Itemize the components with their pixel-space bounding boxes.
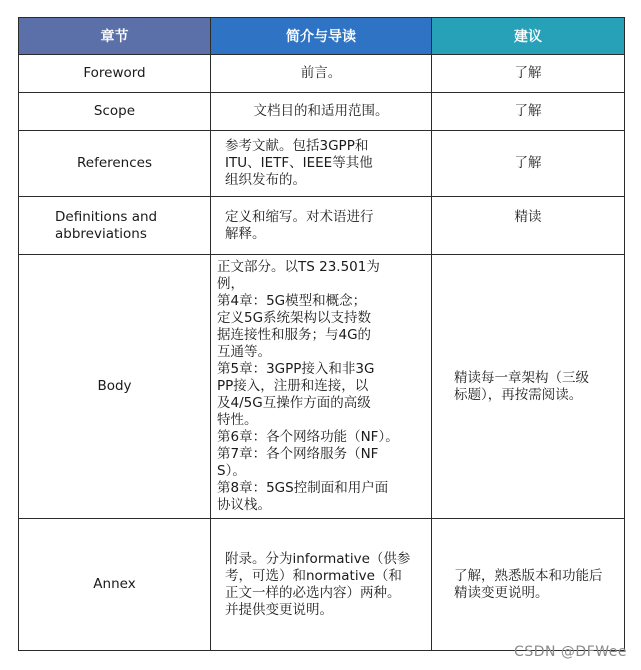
intro-text: 附录。分为informative（供参 (225, 550, 411, 567)
intro-text: 据连接性和服务；与4G的 (217, 327, 372, 343)
advice-text: 精读每一章架构（三级 (454, 369, 589, 386)
intro-text: PP接入，注册和连接，以 (217, 378, 369, 394)
header-row (19, 18, 625, 55)
intro-text: 参考文献。包括3GPP和 (225, 138, 369, 154)
header-intro: 简介与导读 (211, 18, 432, 55)
chapter-text: Annex (93, 576, 136, 592)
advice-text: 精读 (514, 209, 542, 225)
intro-text: ITU、IETF、IEEE等其他 (225, 155, 373, 171)
intro-text: 前言。 (300, 65, 342, 81)
intro-text: 第5章：3GPP接入和非3G (217, 361, 375, 377)
intro-cell (211, 519, 432, 651)
advice-cell (432, 519, 625, 651)
advice-text: 标题），再按需阅读。 (454, 386, 583, 403)
chapter-text: Scope (93, 103, 136, 119)
table-row (19, 197, 625, 255)
intro-text: 第6章：各个网络功能（NF）。 (217, 429, 399, 445)
intro-text: 考，可选）和normative（和 (225, 567, 402, 584)
intro-text: S）。 (217, 463, 246, 479)
intro-cell (211, 197, 432, 255)
intro-cell (211, 131, 432, 197)
header-chapter: 章节 (19, 18, 211, 55)
intro-cell (211, 55, 432, 93)
advice-cell (432, 131, 625, 197)
intro-text: 解释。 (225, 225, 266, 242)
watermark: CSDN @DFWee (514, 644, 627, 660)
intro-text: 文档目的和适用范围。 (253, 103, 389, 119)
intro-text: 正文部分。以TS 23.501为 (217, 259, 380, 275)
chapter-guide-table (18, 17, 625, 651)
intro-text: 互通等。 (217, 344, 271, 360)
header-advice: 建议 (432, 18, 625, 55)
intro-text: 定义5G系统架构以支持数 (217, 310, 372, 326)
chapter-cell (19, 55, 211, 93)
chapter-text: Foreword (83, 65, 146, 81)
intro-text: 定义和缩写。对术语进行 (225, 208, 374, 225)
chapter-cell (19, 197, 211, 255)
advice-cell (432, 197, 625, 255)
advice-cell (432, 93, 625, 131)
table-row (19, 519, 625, 651)
chapter-cell (19, 131, 211, 197)
advice-text: 了解 (514, 155, 542, 171)
intro-text: 特性。 (217, 412, 258, 428)
chapter-cell (19, 93, 211, 131)
advice-text: 了解 (514, 103, 542, 119)
intro-text: 协议栈。 (217, 497, 271, 513)
intro-text: 并提供变更说明。 (225, 601, 333, 618)
intro-text: 第8章：5GS控制面和用户面 (217, 480, 389, 496)
intro-cell (211, 93, 432, 131)
table-row (19, 255, 625, 519)
intro-cell (211, 255, 432, 519)
intro-text: 第7章：各个网络服务（NF (217, 446, 379, 462)
chapter-cell (19, 255, 211, 519)
chapter-cell (19, 519, 211, 651)
intro-text: 例， (217, 276, 244, 292)
chapter-text: References (76, 155, 152, 171)
intro-text: 第4章：5G模型和概念； (217, 293, 367, 309)
advice-text: 精读变更说明。 (454, 584, 549, 601)
table-row (19, 131, 625, 197)
advice-text: 了解 (514, 65, 542, 81)
chapter-text: Body (97, 378, 132, 394)
intro-text: 及4/5G互操作方面的高级 (217, 395, 371, 411)
chapter-text: Definitions and (55, 208, 158, 225)
advice-cell (432, 55, 625, 93)
intro-text: 组织发布的。 (225, 172, 306, 188)
table-row (19, 55, 625, 93)
advice-text: 了解，熟悉版本和功能后 (454, 567, 603, 584)
advice-cell (432, 255, 625, 519)
intro-text: 正文一样的必选内容）两种。 (225, 584, 401, 601)
chapter-text: abbreviations (55, 225, 147, 242)
table-row (19, 93, 625, 131)
